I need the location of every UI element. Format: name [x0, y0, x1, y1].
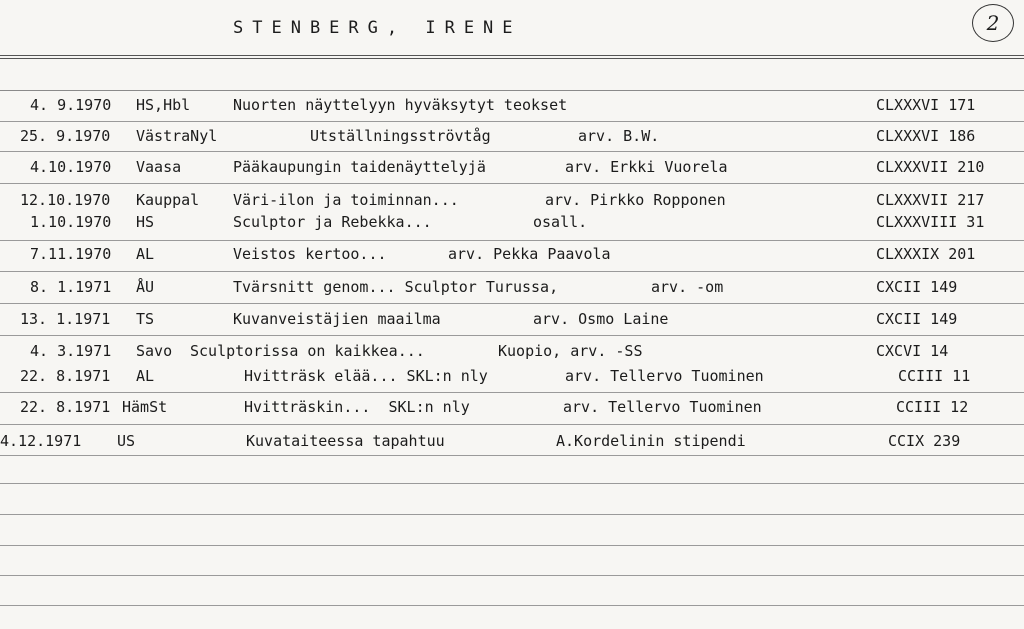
- entry-reference: CLXXXVIII 31: [876, 213, 985, 231]
- entry-note: arv. Pirkko Ropponen: [545, 191, 726, 209]
- entry-reference: CLXXXVII 210: [876, 158, 985, 176]
- entry-date: 1.10.1970: [30, 213, 112, 231]
- entry-title: Sculptorissa on kaikkea...: [190, 342, 425, 360]
- entry-note: Kuopio, arv. -SS: [498, 342, 643, 360]
- entry-newspaper: TS: [136, 310, 155, 328]
- ruled-line: [0, 151, 1024, 152]
- entry-title: Veistos kertoo...: [233, 245, 387, 263]
- ruled-line: [0, 183, 1024, 184]
- ruled-line: [0, 545, 1024, 546]
- entry-title: Nuorten näyttelyyn hyväksytyt teokset: [233, 96, 568, 114]
- entry-reference: CXCII 149: [876, 310, 958, 328]
- entry-note: arv. Erkki Vuorela: [565, 158, 728, 176]
- entry-note: arv. Osmo Laine: [533, 310, 669, 328]
- entry-title: Utställningsströvtåg: [310, 127, 491, 145]
- ruled-line: [0, 303, 1024, 304]
- entry-newspaper: Kauppal: [136, 191, 200, 209]
- ruled-line: [0, 90, 1024, 91]
- ruled-line: [0, 514, 1024, 515]
- entry-note: arv. B.W.: [578, 127, 660, 145]
- entry-note: osall.: [533, 213, 588, 231]
- entry-title: Hvitträsk elää... SKL:n nly: [244, 367, 488, 385]
- entry-reference: CXCII 149: [876, 278, 958, 296]
- entry-reference: CLXXXVII 217: [876, 191, 985, 209]
- entry-date: 7.11.1970: [30, 245, 112, 263]
- ruled-line: [0, 455, 1024, 456]
- header-rule-second: [0, 58, 1024, 59]
- entry-date: 12.10.1970: [20, 191, 111, 209]
- entry-date: 4.10.1970: [30, 158, 112, 176]
- entry-title: Kuvataiteessa tapahtuu: [246, 432, 445, 450]
- entry-note: arv. -om: [651, 278, 724, 296]
- entry-newspaper: Vaasa: [136, 158, 182, 176]
- entry-note: arv. Pekka Paavola: [448, 245, 611, 263]
- entry-date: 13. 1.1971: [20, 310, 111, 328]
- entry-newspaper: AL: [136, 367, 155, 385]
- ruled-line: [0, 335, 1024, 336]
- entry-newspaper: Savo: [136, 342, 173, 360]
- ruled-line: [0, 392, 1024, 393]
- entry-note: arv. Tellervo Tuominen: [565, 367, 764, 385]
- entry-reference: CCIX 239: [888, 432, 961, 450]
- entry-newspaper: HämSt: [122, 398, 168, 416]
- header-rule: [0, 55, 1024, 56]
- entry-reference: CLXXXVI 171: [876, 96, 976, 114]
- ruled-line: [0, 483, 1024, 484]
- ruled-line: [0, 271, 1024, 272]
- entry-newspaper: AL: [136, 245, 155, 263]
- entry-reference: CCIII 11: [898, 367, 971, 385]
- entry-date: 22. 8.1971: [20, 398, 111, 416]
- ruled-line: [0, 424, 1024, 425]
- entry-newspaper: HS,Hbl: [136, 96, 191, 114]
- ruled-line: [0, 121, 1024, 122]
- entry-title: Hvitträskin... SKL:n nly: [244, 398, 470, 416]
- ruled-line: [0, 575, 1024, 576]
- entry-reference: CLXXXVI 186: [876, 127, 976, 145]
- entry-title: Tvärsnitt genom... Sculptor Turussa,: [233, 278, 559, 296]
- entry-reference: CCIII 12: [896, 398, 969, 416]
- entry-title: Pääkaupungin taidenäyttelyjä: [233, 158, 486, 176]
- entry-note: arv. Tellervo Tuominen: [563, 398, 762, 416]
- entry-date: 8. 1.1971: [30, 278, 112, 296]
- entry-date: 25. 9.1970: [20, 127, 111, 145]
- page-number: 2: [986, 11, 1000, 35]
- ruled-line: [0, 240, 1024, 241]
- entry-date: 4.12.1971: [0, 432, 82, 450]
- card-title: STENBERG, IRENE: [233, 18, 522, 38]
- entry-title: Kuvanveistäjien maailma: [233, 310, 441, 328]
- entry-date: 22. 8.1971: [20, 367, 111, 385]
- entry-date: 4. 9.1970: [30, 96, 112, 114]
- entry-newspaper: VästraNyl: [136, 127, 218, 145]
- entry-newspaper: ÅU: [136, 278, 155, 296]
- entry-note: A.Kordelinin stipendi: [556, 432, 746, 450]
- ruled-line: [0, 605, 1024, 606]
- entry-title: Väri-ilon ja toiminnan...: [233, 191, 459, 209]
- entry-newspaper: US: [117, 432, 136, 450]
- entry-date: 4. 3.1971: [30, 342, 112, 360]
- entry-reference: CXCVI 14: [876, 342, 949, 360]
- entry-title: Sculptor ja Rebekka...: [233, 213, 432, 231]
- entry-reference: CLXXXIX 201: [876, 245, 976, 263]
- entry-newspaper: HS: [136, 213, 155, 231]
- page-number-circle: [972, 4, 1014, 42]
